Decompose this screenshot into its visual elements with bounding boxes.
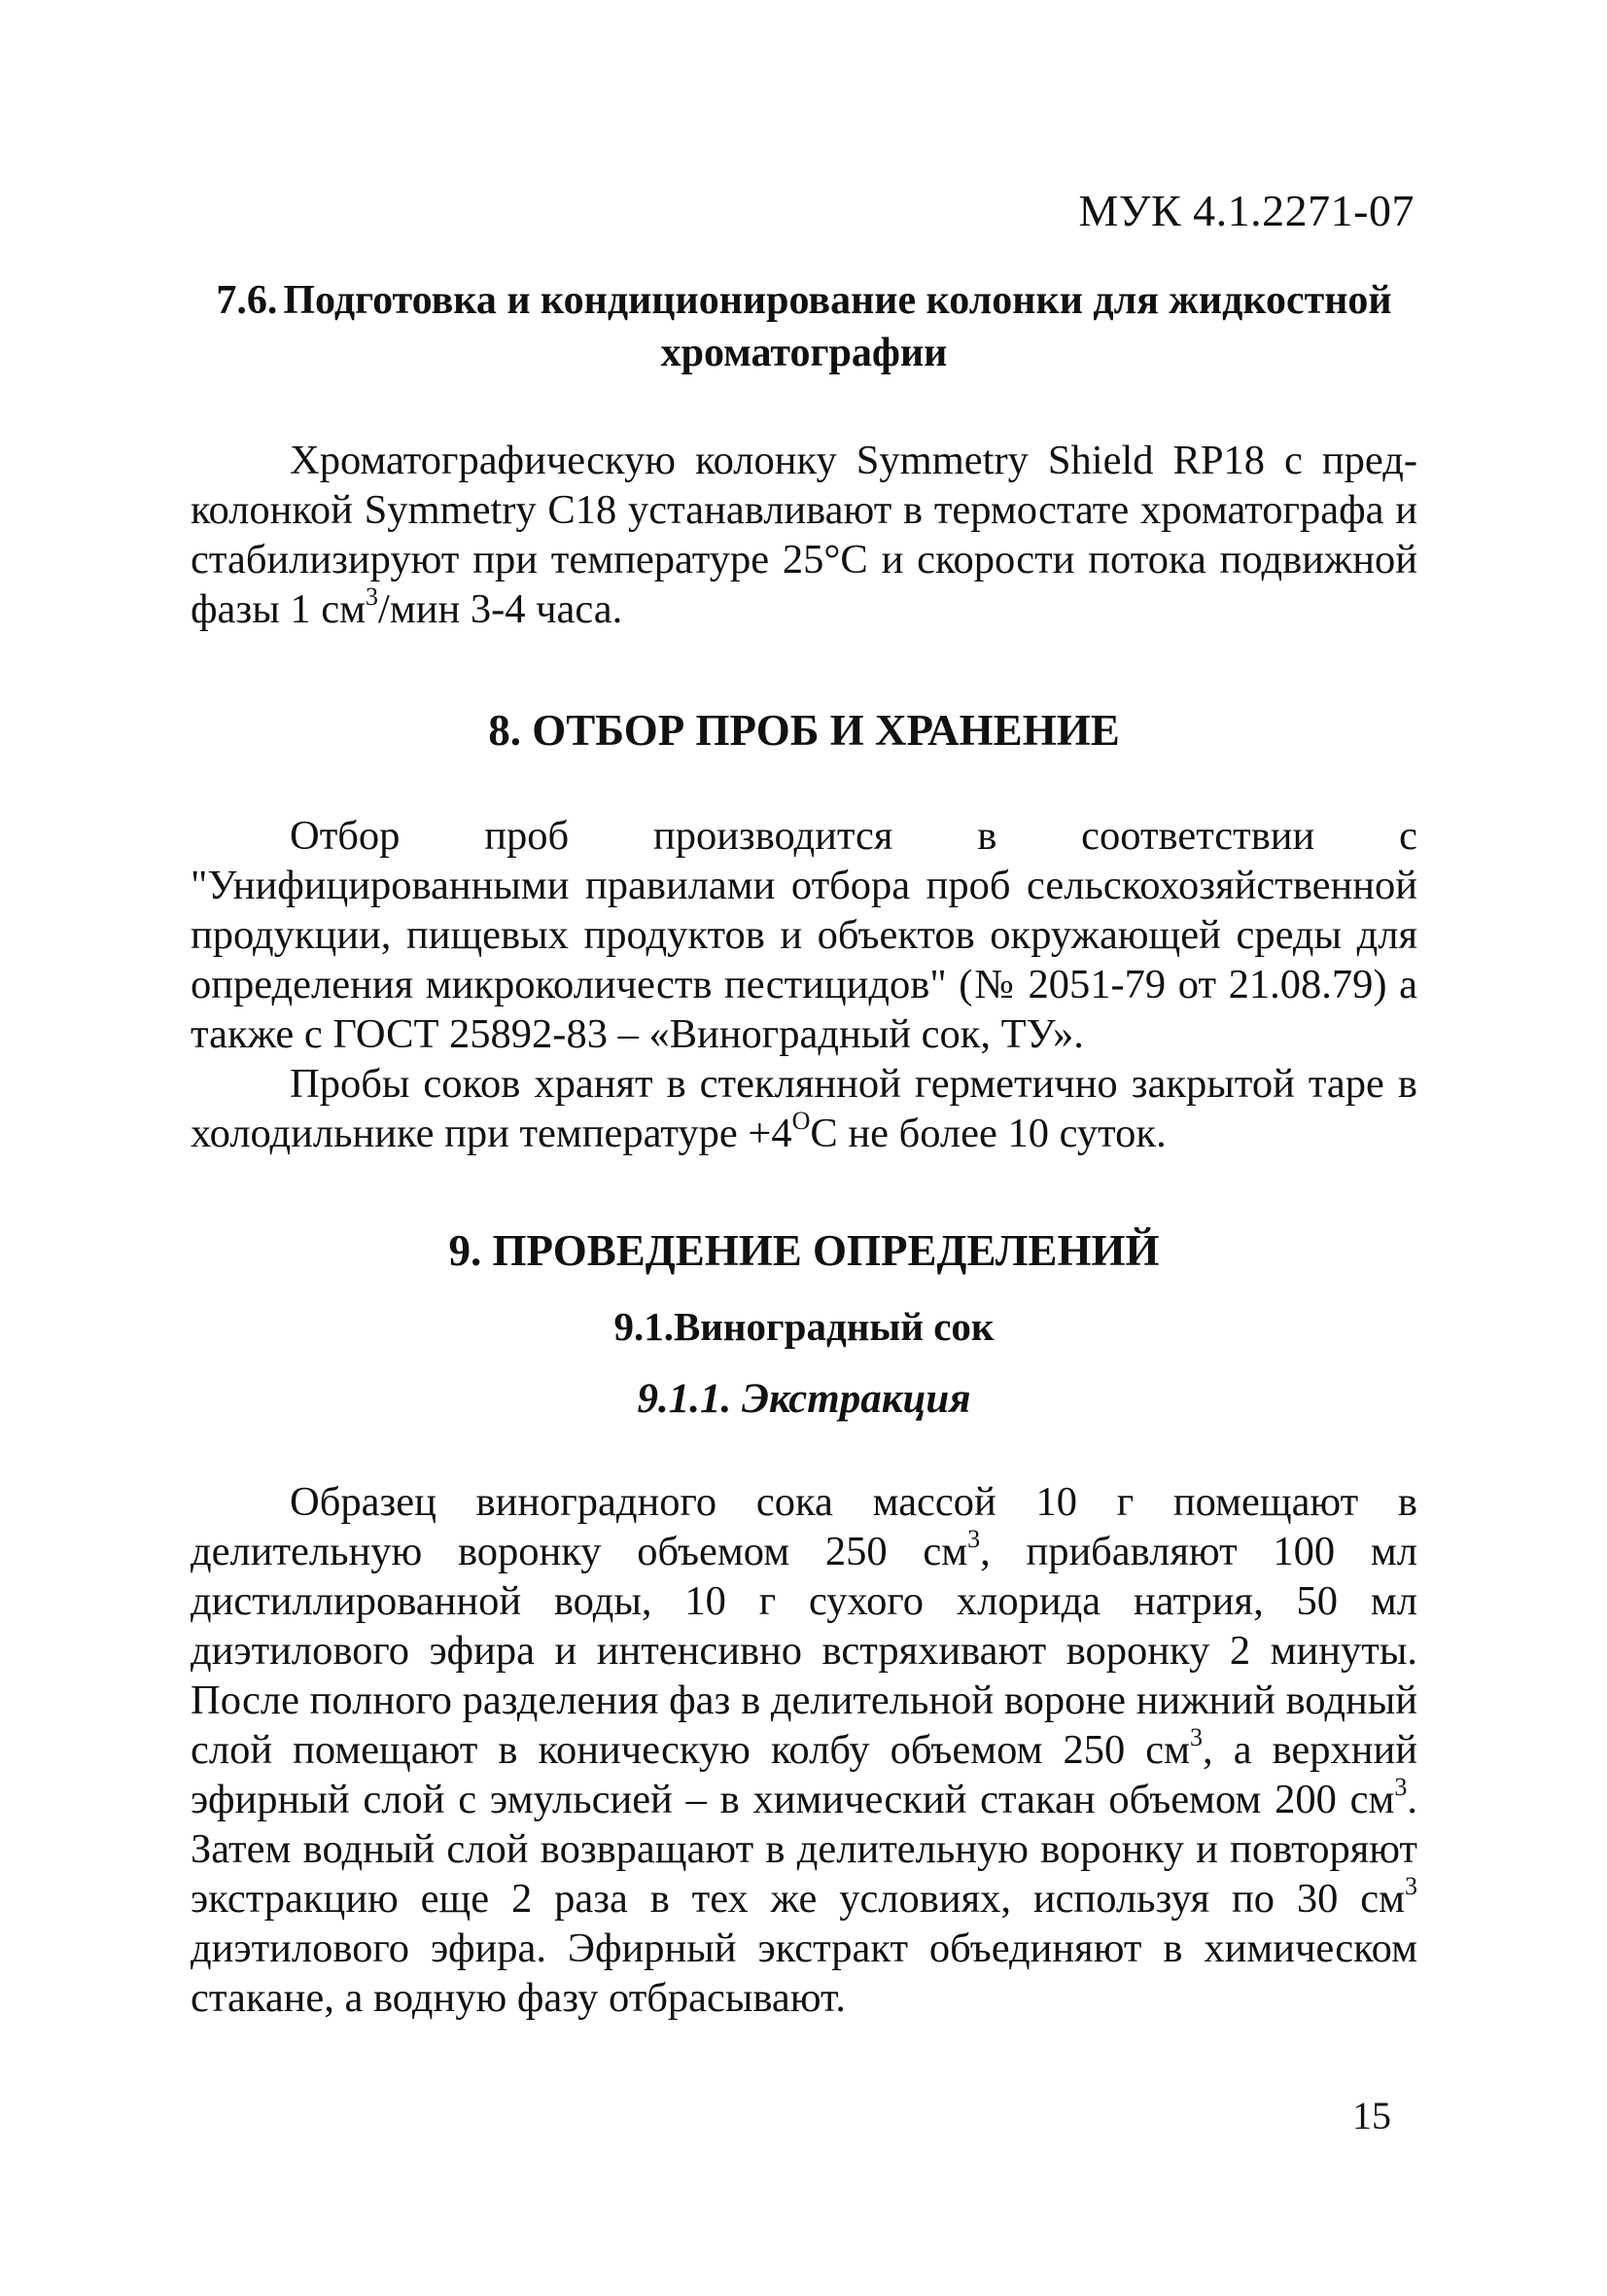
page-number: 15: [1352, 2094, 1391, 2137]
page-content: [191, 274, 1417, 2023]
section-8-paragraph-1: Отбор проб производится в соответствии с "Унифицированными правилами отбора проб сельскохозяйственной продукции, пищевых продуктов и объектов окружающей среды для определения микроколичеств пестицидов" (№ 2051-79 от 21.08.79) а также с ГОСТ 25892-83 – «Виноградный сок, ТУ».: [191, 813, 1417, 1057]
section-9-1-heading: 9.1.Виноградный сок: [613, 1304, 995, 1349]
document-code: МУК 4.1.2271-07: [1078, 186, 1415, 235]
superscript: 3: [366, 583, 379, 611]
section-7-6-text-b: /мин 3-4 часа.: [378, 586, 623, 632]
extraction-text-d: . Затем водный слой возвращают в делительную воронку и повторяют экстракцию еще 2 раза в тех же условиях, используя по 30 см: [191, 1777, 1417, 1922]
superscript: 3: [1190, 1723, 1204, 1751]
extraction-text-a: Образец виноградного сока массой 10 г помещают в делительную воронку объемом 250 см: [191, 1479, 1417, 1574]
section-8-paragraph-2: [191, 1059, 1417, 1158]
section-7-6-title-line1: Подготовка и кондиционирование колонки для жидкостной: [283, 278, 1392, 323]
section-7-6-paragraph: [191, 436, 1417, 634]
section-8-p2-text-a: Пробы соков хранят в стеклянной герметично закрытой таре в холодильнике при температуре +4: [191, 1061, 1417, 1156]
section-9-1-1-paragraph: [191, 1477, 1417, 2023]
superscript: О: [791, 1107, 811, 1135]
superscript: 3: [1394, 1773, 1408, 1801]
section-7-6-number: 7.6.: [216, 278, 278, 323]
section-9-heading: 9. ПРОВЕДЕНИЕ ОПРЕДЕЛЕНИЙ: [448, 1226, 1160, 1275]
extraction-text-c: , а верхний эфирный слой с эмульсией – в химический стакан объемом 200 см: [191, 1727, 1417, 1822]
section-7-6-title-line2: хроматографии: [660, 331, 948, 375]
section-9-1-1-heading: 9.1.1. Экстракция: [637, 1376, 971, 1422]
section-7-6-text-a: Хроматографическую колонку Symmetry Shield RP18 с пред-колонкой Symmetry C18 устанавливают в термостате хроматографа и стабилизируют при температуре 25°С и скорости потока подвижной фазы 1 см: [191, 438, 1417, 632]
superscript: 3: [1405, 1872, 1417, 1900]
section-8-heading: 8. ОТБОР ПРОБ И ХРАНЕНИЕ: [488, 706, 1120, 755]
section-8-p2-text-b: С не более 10 суток.: [810, 1111, 1167, 1156]
extraction-text-b: , прибавляют 100 мл дистиллированной воды, 10 г сухого хлорида натрия, 50 мл диэтилового эфира и интенсивно встряхивают воронку 2 минуты. После полного разделения фаз в делительной вороне нижний водный слой помещают в коническую колбу объемом 250 см: [191, 1529, 1418, 1773]
section-7-6-heading: [191, 274, 1417, 379]
extraction-text-e: диэтилового эфира. Эфирный экстракт объединяют в химическом стакане, а водную фазу отбрасывают.: [191, 1925, 1417, 2021]
superscript: 3: [967, 1525, 981, 1553]
